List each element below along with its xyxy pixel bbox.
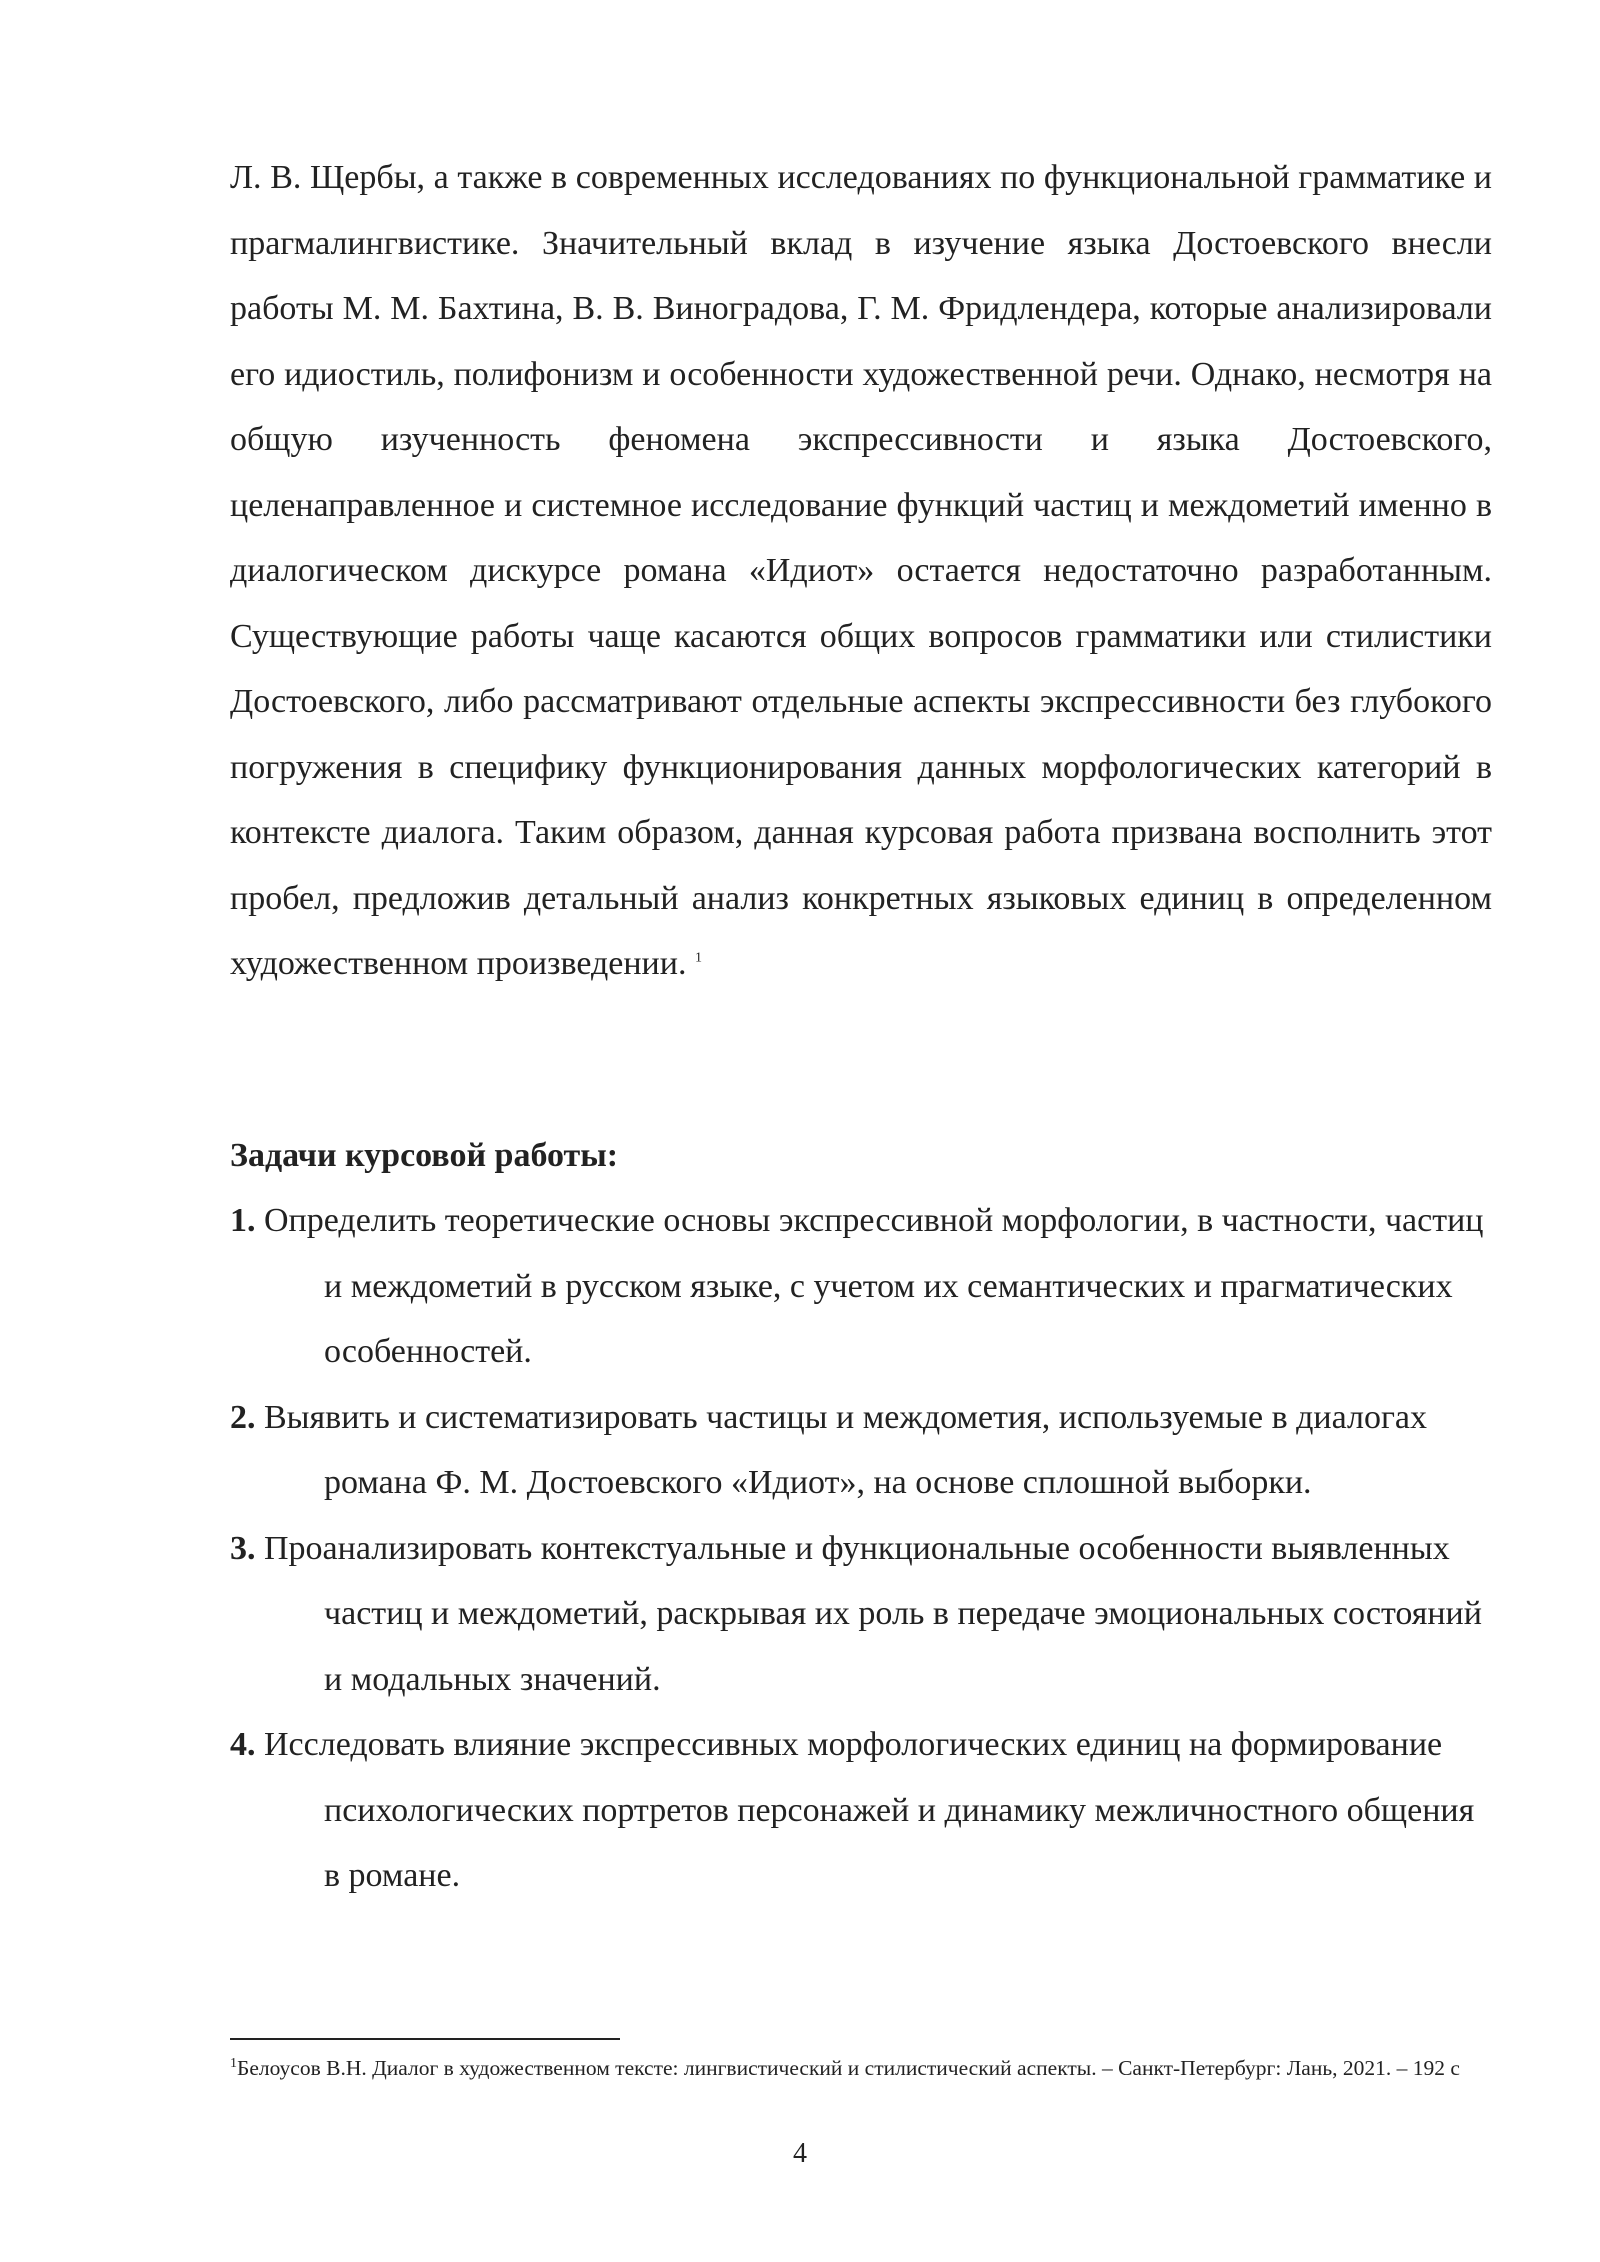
task-item-4 [230, 1712, 1492, 1909]
task-text: Проанализировать контекстуальные и функциональные особенности выявленных частиц и междометий, раскрывая их роль в передаче эмоциональных состояний и модальных значений. [264, 1529, 1482, 1698]
footnote-reference[interactable]: 1 [694, 950, 702, 966]
task-number: 3. [230, 1529, 256, 1567]
task-text: Определить теоретические основы экспрессивной морфологии, в частности, частиц и междометий в русском языке, с учетом их семантических и прагматических особенностей. [264, 1202, 1484, 1370]
task-number: 2. [230, 1398, 256, 1436]
task-item-3 [230, 1516, 1492, 1713]
body-paragraph [230, 145, 1492, 997]
task-text: Выявить и систематизировать частицы и междометия, используемые в диалогах романа Ф. М. Достоевского «Идиот», на основе сплошной выборки. [264, 1398, 1428, 1501]
footnote-separator [230, 2038, 620, 2040]
footnote-mark: 1 [230, 2055, 237, 2071]
footnote-text: Белоусов В.Н. Диалог в художественном тексте: лингвистический и стилистический аспекты. – Санкт-Петербург: Лань, 2021. – 192 с [237, 2056, 1460, 2080]
task-text: Исследовать влияние экспрессивных морфологических единиц на формирование психологических портретов персонажей и динамику межличностного общения в романе. [264, 1726, 1475, 1894]
task-item-1 [230, 1188, 1492, 1385]
task-number: 4. [230, 1726, 256, 1763]
tasks-heading: Задачи курсовой работы: [230, 1137, 619, 1174]
task-list [230, 1188, 1492, 1909]
task-number: 1. [230, 1202, 256, 1239]
body-paragraph-text: Л. В. Щербы, а также в современных исследованиях по функциональной грамматике и прагмалингвистике. Значительный вклад в изучение языка Достоевского внесли работы М. М. Бахтина, В. В. Виноградова, Г. М. Фридлендера, которые анализировали его идиостиль, полифонизм и особенности художественной речи. Однако, несмотря на общую изученность феномена экспрессивности и языка Достоевского, целенаправленное и системное исследование функций частиц и междометий именно в диалогическом дискурсе романа «Идиот» остается недостаточно разработанным. Существующие работы чаще касаются общих вопросов грамматики или стилистики Достоевского, либо рассматривают отдельные аспекты экспрессивности без глубокого погружения в специфику функционирования данных морфологических категорий в контексте диалога. Таким образом, данная курсовая работа призвана восполнить этот пробел, предложив детальный анализ конкретных языковых единиц в определенном художественном произведении. [230, 159, 1492, 982]
page-number: 4 [793, 2138, 807, 2169]
footnote [230, 2052, 1492, 2084]
task-item-2 [230, 1385, 1492, 1516]
